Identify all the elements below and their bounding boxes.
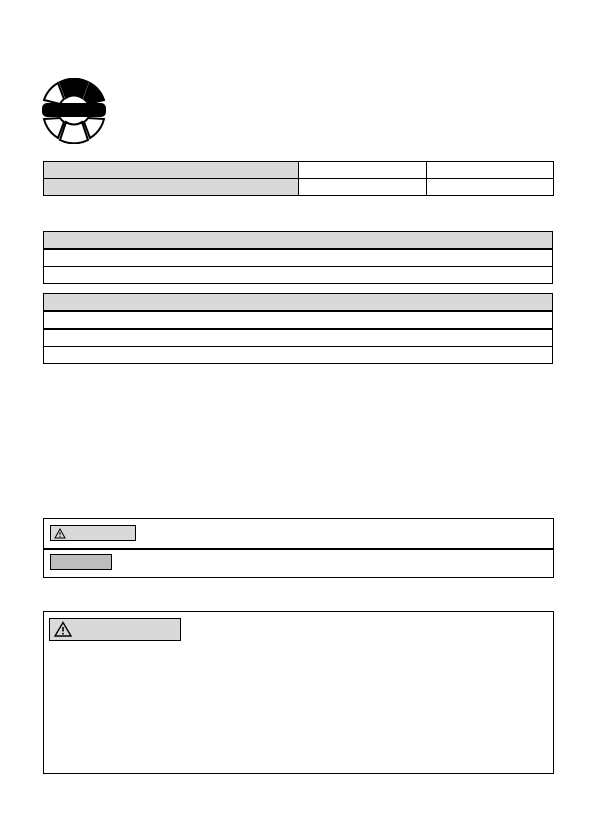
row-label	[44, 162, 299, 179]
section-header	[44, 232, 552, 250]
warning-label	[49, 618, 181, 641]
table-row	[44, 162, 554, 179]
list-item	[44, 328, 552, 346]
section-table-2	[43, 293, 553, 364]
row-value	[299, 179, 427, 196]
row-value	[427, 179, 554, 196]
row-value	[427, 162, 554, 179]
list-item	[44, 250, 552, 266]
list-item	[44, 346, 552, 363]
list-item	[44, 312, 552, 328]
warning-box	[43, 611, 554, 774]
row-value	[299, 162, 427, 179]
info-table	[43, 161, 554, 196]
divider	[44, 548, 553, 550]
segmented-wheel-icon	[40, 78, 108, 144]
caution-label	[50, 554, 112, 570]
warning-triangle-icon	[54, 528, 66, 539]
list-item	[44, 266, 552, 283]
row-label	[44, 179, 299, 196]
table-row	[44, 179, 554, 196]
warning-triangle-icon	[54, 621, 72, 637]
section-table-1	[43, 231, 553, 284]
notice-box	[43, 518, 554, 578]
warning-label	[50, 525, 136, 541]
section-header	[44, 294, 552, 312]
